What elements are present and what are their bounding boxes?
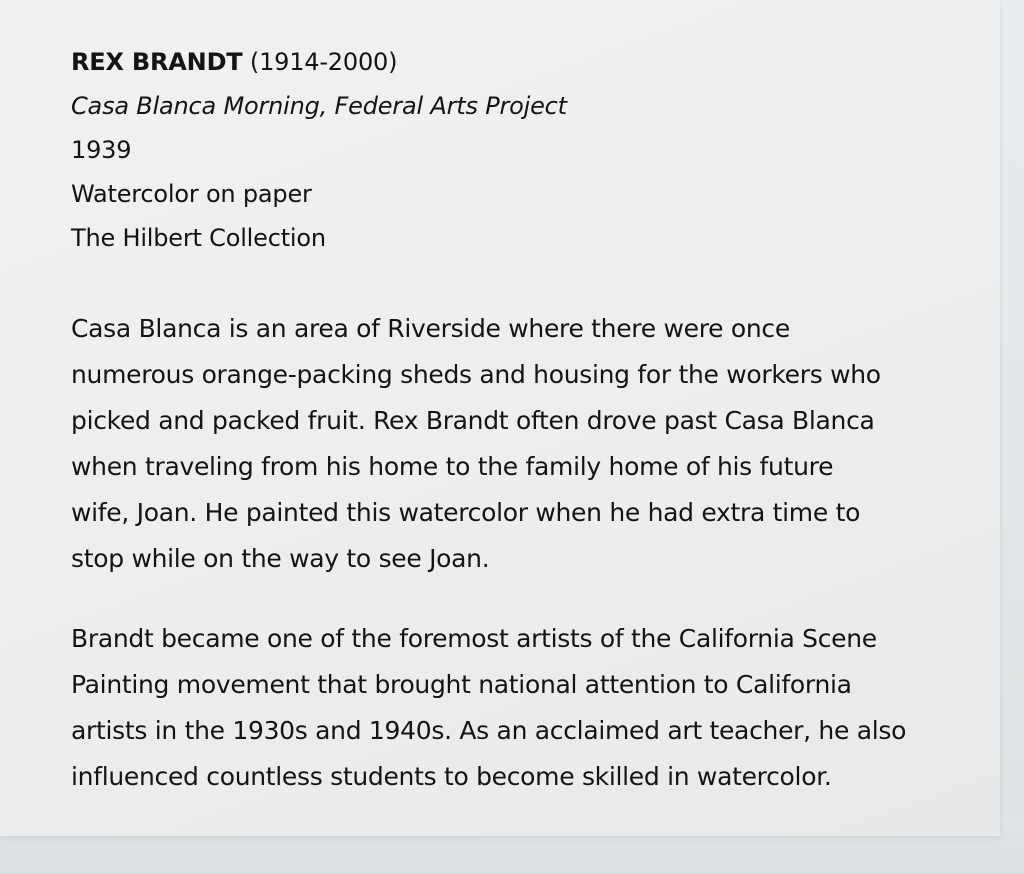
artist-name: REX BRANDT xyxy=(71,48,243,76)
paragraph-line: Casa Blanca is an area of Riverside where there were once xyxy=(71,314,790,343)
artwork-medium: Watercolor on paper xyxy=(71,180,312,208)
artwork-year: 1939 xyxy=(71,136,132,164)
paragraph-line: wife, Joan. He painted this watercolor when he had extra time to xyxy=(71,498,861,527)
paragraph-line: influenced countless students to become skilled in watercolor. xyxy=(71,762,832,791)
label-header xyxy=(71,40,951,260)
paragraph-line: stop while on the way to see Joan. xyxy=(71,544,490,573)
description-paragraph-1 xyxy=(71,306,991,582)
artwork-collection: The Hilbert Collection xyxy=(71,224,326,252)
paragraph-line: Painting movement that brought national attention to California xyxy=(71,670,852,699)
paragraph-line: numerous orange-packing sheds and housing for the workers who xyxy=(71,360,881,389)
paragraph-line: artists in the 1930s and 1940s. As an acclaimed art teacher, he also xyxy=(71,716,907,745)
paragraph-line: when traveling from his home to the family home of his future xyxy=(71,452,834,481)
artwork-title: Casa Blanca Morning, Federal Arts Project xyxy=(71,92,567,120)
artist-line xyxy=(71,40,951,84)
artist-dates: (1914-2000) xyxy=(249,48,398,76)
paragraph-line: picked and packed fruit. Rex Brandt often drove past Casa Blanca xyxy=(71,406,875,435)
paragraph-line: Brandt became one of the foremost artists of the California Scene xyxy=(71,624,877,653)
description-paragraph-2 xyxy=(71,616,991,800)
